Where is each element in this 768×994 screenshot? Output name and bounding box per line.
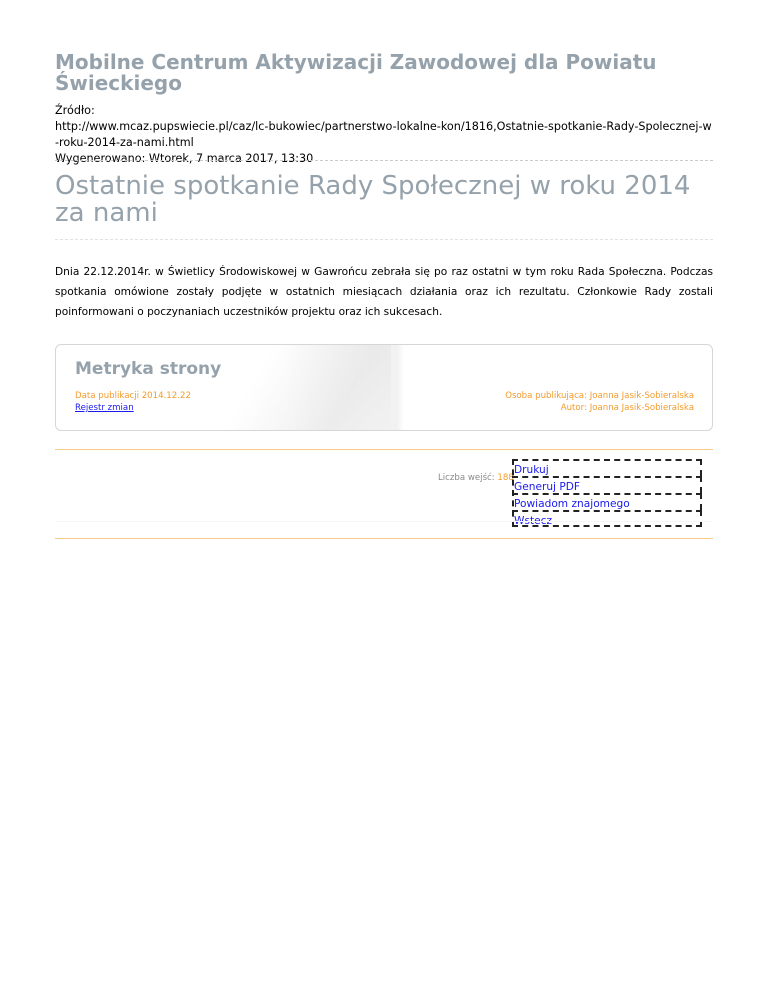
faint-divider bbox=[55, 521, 713, 522]
metryka-left bbox=[75, 390, 191, 414]
author: Autor: Joanna Jasik-Sobieralska bbox=[560, 403, 694, 413]
visit-counter bbox=[438, 473, 514, 483]
metryka-box bbox=[55, 344, 713, 431]
publish-date: Data publikacji 2014.12.22 bbox=[75, 391, 191, 401]
site-title: Mobilne Centrum Aktywizacji Zawodowej dla Powiatu Świeckiego bbox=[55, 50, 657, 95]
publisher: Osoba publikująca: Joanna Jasik-Sobieralska bbox=[505, 391, 694, 401]
generate-pdf-label: Generuj PDF bbox=[514, 481, 580, 493]
print-link[interactable] bbox=[512, 459, 702, 476]
actions-list bbox=[512, 459, 702, 527]
divider bbox=[55, 239, 713, 240]
article-body: Dnia 22.12.2014r. w Świetlicy Środowiskowej w Gawrońcu zebrała się po raz ostatni w tym roku Rada Społeczna. Podczas spotkania omówione zostały podjęte w ostatnich miesiącach działania oraz ich rezultatu. Członkowie Rady zostali poinformowani o poczynaniach uczestników projektu oraz ich sukcesach. bbox=[55, 266, 713, 318]
divider bbox=[55, 160, 713, 161]
generate-pdf-link[interactable] bbox=[512, 476, 702, 493]
generated-date: Wygenerowano: Wtorek, 7 marca 2017, 13:30 bbox=[55, 152, 314, 165]
metryka-right bbox=[505, 390, 694, 414]
article-title: Ostatnie spotkanie Rady Społecznej w roku 2014 za nami bbox=[55, 171, 691, 228]
visits-label: Liczba wejść: bbox=[438, 473, 495, 483]
footer-bottom-line bbox=[55, 538, 713, 539]
metryka-title: Metryka strony bbox=[75, 359, 222, 379]
footer-top-line bbox=[55, 449, 713, 450]
print-label: Drukuj bbox=[514, 464, 549, 476]
metryka-shade bbox=[231, 345, 391, 430]
notify-friend-link[interactable] bbox=[512, 493, 702, 510]
source-url: http://www.mcaz.pupswiecie.pl/caz/lc-bukowiec/partnerstwo-lokalne-kon/1816,Ostatnie-spotkanie-Rady-Spolecznej-w-roku-2014-za-nami.html bbox=[55, 120, 712, 149]
source-info bbox=[55, 103, 713, 167]
actions-border-bottom bbox=[512, 525, 702, 527]
notify-friend-label: Powiadom znajomego bbox=[514, 498, 630, 510]
changes-register-link[interactable]: Rejestr zmian bbox=[75, 403, 134, 413]
visits-count: 188 bbox=[497, 473, 514, 483]
back-label: Wstecz bbox=[514, 515, 553, 527]
source-label: Źródło: bbox=[55, 104, 95, 117]
